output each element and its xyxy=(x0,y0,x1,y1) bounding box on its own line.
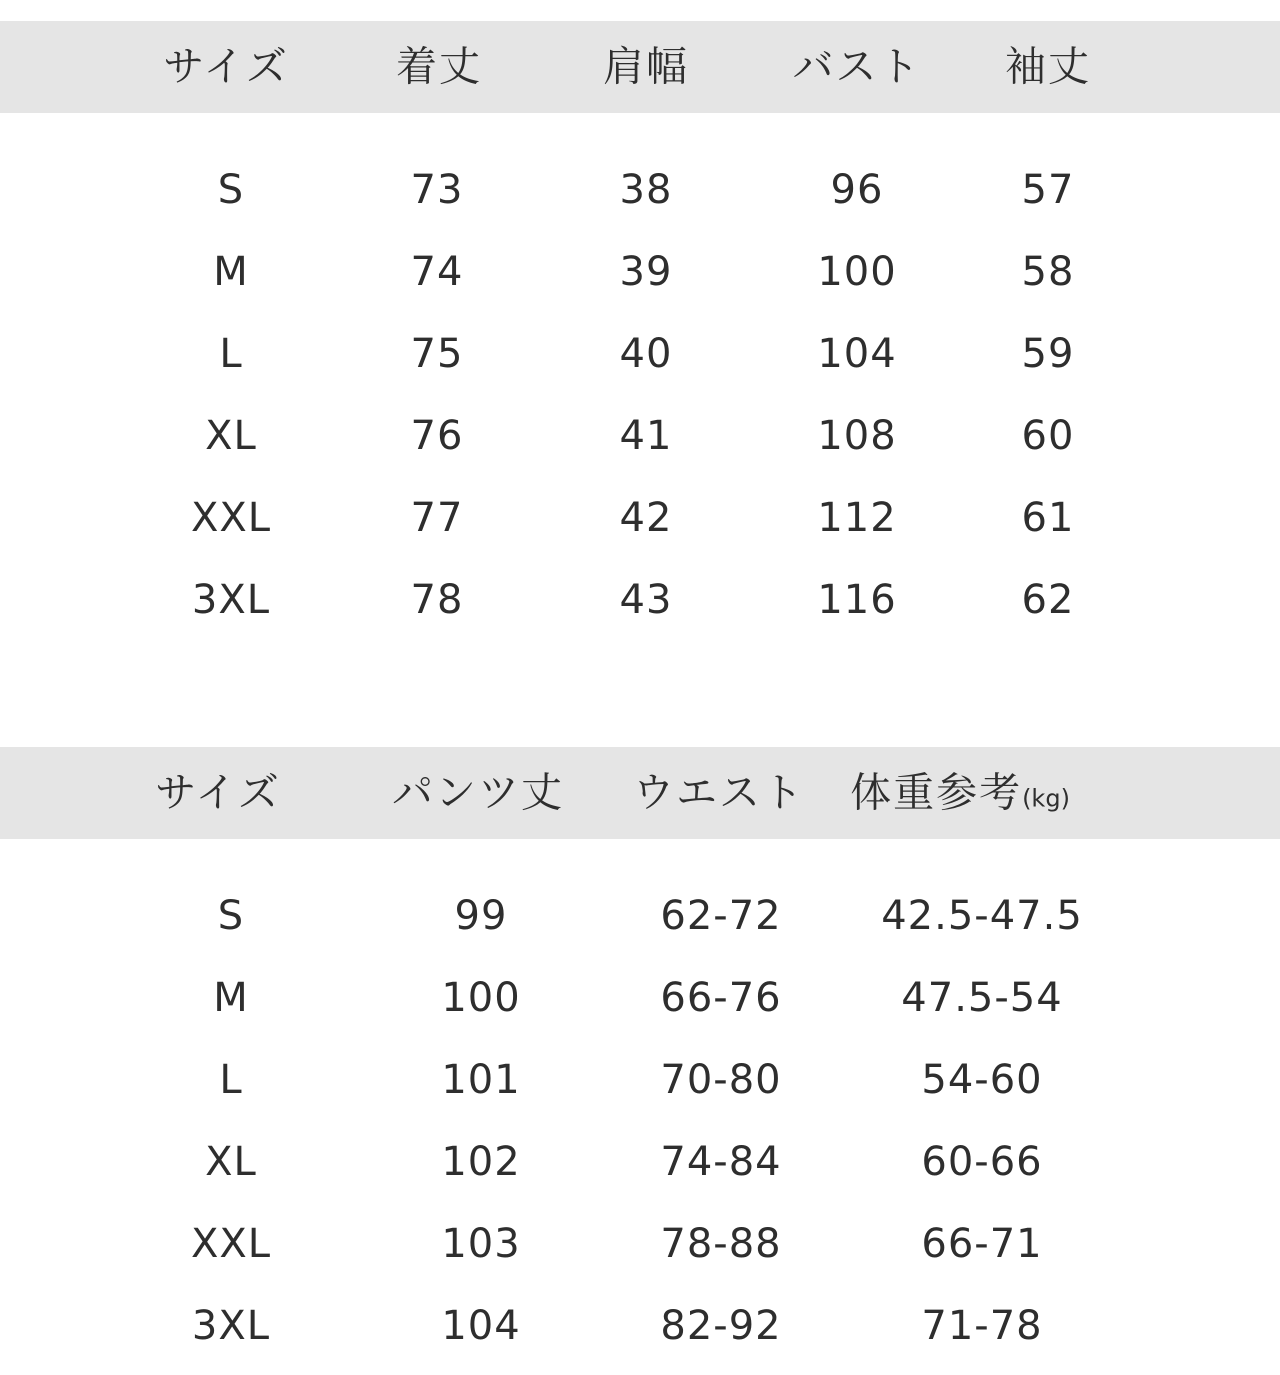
bottom-header-col-0 xyxy=(155,768,281,817)
bottom-table-cell: 82-92 xyxy=(660,1303,782,1349)
top-table-cell: 96 xyxy=(830,167,884,213)
bottom-table-cell: 3XL xyxy=(191,1303,271,1349)
top-table-cell: 100 xyxy=(817,249,897,295)
top-table-cell: 74 xyxy=(410,249,464,295)
top-table-cell: 76 xyxy=(410,413,464,459)
top-table-cell: 108 xyxy=(817,413,897,459)
top-table-cell: S xyxy=(217,167,245,213)
bottom-table-cell: 74-84 xyxy=(660,1139,782,1185)
top-table-cell: 62 xyxy=(1021,577,1075,623)
top-table-cell: 38 xyxy=(619,167,673,213)
bottom-header-col-2 xyxy=(633,768,805,817)
top-header-col-1: 着丈 xyxy=(396,42,482,91)
top-table-cell: 61 xyxy=(1021,495,1075,541)
top-table-cell: 39 xyxy=(619,249,673,295)
top-table-cell: 58 xyxy=(1021,249,1075,295)
top-header-col-2: 肩幅 xyxy=(603,42,689,91)
top-table-cell: 41 xyxy=(619,413,673,459)
bottom-table-cell: L xyxy=(219,1057,243,1103)
bottom-table-cell: 102 xyxy=(441,1139,521,1185)
bottom-table-cell: 42.5-47.5 xyxy=(881,893,1083,939)
bottom-header-label: ウエスト xyxy=(633,768,805,817)
bottom-header-label: サイズ xyxy=(155,768,281,817)
top-table-cell: 43 xyxy=(619,577,673,623)
top-table-cell: 3XL xyxy=(191,577,271,623)
bottom-table-cell: S xyxy=(217,893,245,939)
bottom-table-cell: XXL xyxy=(190,1221,272,1267)
top-table-cell: XXL xyxy=(190,495,272,541)
bottom-table-cell: 103 xyxy=(441,1221,521,1267)
top-header-col-3: バスト xyxy=(792,42,922,91)
bottom-table-cell: 62-72 xyxy=(660,893,782,939)
bottom-table-cell: XL xyxy=(205,1139,257,1185)
bottom-table-cell: 101 xyxy=(441,1057,521,1103)
bottom-header-col-1 xyxy=(392,768,564,817)
bottom-table-cell: 60-66 xyxy=(921,1139,1043,1185)
top-table-cell: M xyxy=(213,249,249,295)
weight-unit-label: (kg) xyxy=(1022,784,1070,813)
top-table-cell: 59 xyxy=(1021,331,1075,377)
bottom-table-cell: 99 xyxy=(454,893,508,939)
bottom-header-label: パンツ丈 xyxy=(392,768,564,817)
bottom-table-cell: 66-76 xyxy=(660,975,782,1021)
top-table-cell: 75 xyxy=(410,331,464,377)
bottom-table-cell: 104 xyxy=(441,1303,521,1349)
bottom-header-col-3 xyxy=(850,768,1070,817)
top-table-cell: 73 xyxy=(410,167,464,213)
top-table-cell: 77 xyxy=(410,495,464,541)
top-table-cell: 116 xyxy=(817,577,897,623)
bottom-table-cell: 54-60 xyxy=(921,1057,1043,1103)
top-table-cell: 60 xyxy=(1021,413,1075,459)
top-table-cell: L xyxy=(219,331,243,377)
bottom-table-cell: 78-88 xyxy=(660,1221,782,1267)
top-header-col-0: サイズ xyxy=(163,42,289,91)
top-table-cell: 112 xyxy=(817,495,897,541)
bottom-table-cell: 100 xyxy=(441,975,521,1021)
top-table-cell: 78 xyxy=(410,577,464,623)
bottom-table-cell: 70-80 xyxy=(660,1057,782,1103)
top-table-cell: XL xyxy=(205,413,257,459)
top-table-cell: 104 xyxy=(817,331,897,377)
top-table-cell: 42 xyxy=(619,495,673,541)
bottom-table-cell: M xyxy=(213,975,249,1021)
top-header-col-4: 袖丈 xyxy=(1005,42,1091,91)
bottom-table-cell: 66-71 xyxy=(921,1221,1043,1267)
bottom-header-label: 体重参考 xyxy=(850,768,1023,817)
top-table-cell: 57 xyxy=(1021,167,1075,213)
bottom-table-cell: 71-78 xyxy=(921,1303,1043,1349)
top-table-cell: 40 xyxy=(619,331,673,377)
bottom-table-cell: 47.5-54 xyxy=(901,975,1063,1021)
